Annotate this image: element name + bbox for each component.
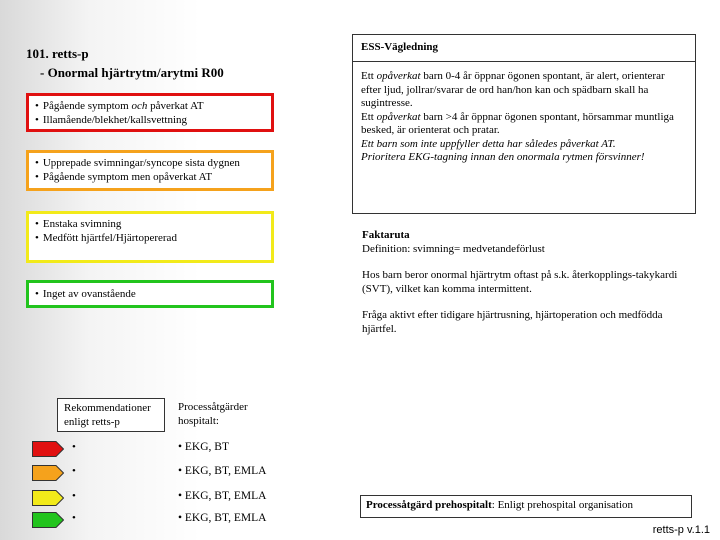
triage-box-yellow xyxy=(26,211,274,263)
priority-arrow-icon xyxy=(32,441,64,457)
priority-arrow-icon xyxy=(32,512,64,528)
process-item: • EKG, BT, EMLA xyxy=(178,465,267,477)
ess-paragraph-1: Ett opåverkat barn 0-4 år öppnar ögonen spontant, är alert, orienterar efter ljud, jollrar/svarar de ord han/hon kan och spädbarn skall ha sugintresse. xyxy=(361,70,665,109)
triage-box-green xyxy=(26,280,274,308)
version-label: retts-p v.1.1 xyxy=(652,524,710,536)
priority-arrow-icon xyxy=(32,465,64,481)
red-item-1: • Pågående symptom och påverkat AT xyxy=(35,99,265,113)
prehospital-text: : Enligt prehospital organisation xyxy=(491,499,634,511)
yellow-item-2: • Medfött hjärtfel/Hjärtopererad xyxy=(35,231,265,245)
green-item-1: • Inget av ovanstående xyxy=(35,287,265,301)
title-line-2: - Onormal hjärtrytm/arytmi R00 xyxy=(40,65,224,80)
title-line-1: 101. retts-p xyxy=(26,46,89,61)
fact-definition: Definition: svimning= medvetandeförlust xyxy=(362,242,545,255)
table-header-process: Processåtgärder hospitalt: xyxy=(178,401,248,427)
recommendation-bullet: • xyxy=(72,465,76,477)
table-header-recommendations: Rekommendationer enligt retts-p xyxy=(57,398,165,432)
process-item: • EKG, BT xyxy=(178,441,229,453)
fact-box xyxy=(362,229,692,349)
fact-paragraph-2: Fråga aktivt efter tidigare hjärtrusning, hjärtoperation och medfödda hjärtfel. xyxy=(362,309,663,335)
ess-paragraph-2: Ett opåverkat barn >4 år öppnar ögonen spontant, hörsammar muntliga besked, är orienterat och pratar. xyxy=(361,110,674,136)
orange-item-2: • Pågående symptom men opåverkat AT xyxy=(35,170,265,184)
prehospital-box xyxy=(360,495,692,518)
process-item: • EKG, BT, EMLA xyxy=(178,512,267,524)
prehospital-label: Processåtgärd prehospitalt xyxy=(366,499,492,511)
fact-heading: Faktaruta xyxy=(362,229,410,241)
yellow-item-1: • Enstaka svimning xyxy=(35,217,265,231)
process-item: • EKG, BT, EMLA xyxy=(178,490,267,502)
recommendation-bullet: • xyxy=(72,441,76,453)
recommendation-bullet: • xyxy=(72,512,76,524)
priority-arrow-icon xyxy=(32,490,64,506)
triage-box-orange xyxy=(26,150,274,191)
red-item-2: • Illamående/blekhet/kallsvettning xyxy=(35,113,265,127)
ess-heading: ESS-Vägledning xyxy=(353,35,695,62)
fact-paragraph-1: Hos barn beror onormal hjärtrytm oftast på s.k. återkopplings-takykardi (SVT), vilket kan komma intermittent. xyxy=(362,269,678,295)
ess-guidance-box xyxy=(352,34,696,214)
recommendation-bullet: • xyxy=(72,490,76,502)
triage-box-red xyxy=(26,93,274,132)
page-title xyxy=(26,44,224,82)
ess-paragraph-3: Ett barn som inte uppfyller detta har således påverkat AT. xyxy=(361,137,616,150)
ess-priority-note: Prioritera EKG-tagning innan den onormala rytmen försvinner! xyxy=(361,151,645,163)
orange-item-1: • Upprepade svimningar/syncope sista dygnen xyxy=(35,156,265,170)
